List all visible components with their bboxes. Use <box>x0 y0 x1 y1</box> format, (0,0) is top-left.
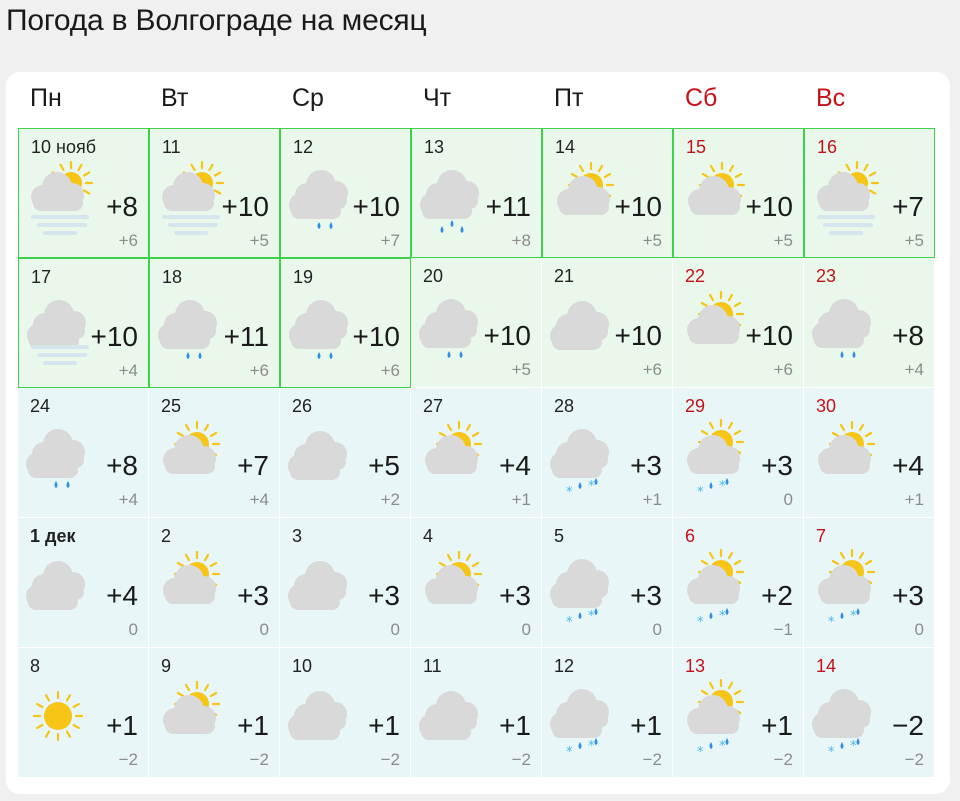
day-temperature: +5 <box>368 450 400 481</box>
day-date: 30 <box>816 396 837 416</box>
night-temperature: +8 <box>511 231 531 250</box>
day-date: 2 <box>161 526 172 546</box>
day-temperature: +3 <box>630 580 662 611</box>
svg-text:*: * <box>850 739 857 754</box>
day-cell[interactable] <box>18 518 149 648</box>
day-temperature: +3 <box>368 580 400 611</box>
partly-cloudy-icon <box>153 418 233 494</box>
day-cell[interactable] <box>411 518 542 648</box>
day-temperature: +11 <box>223 321 269 352</box>
day-temperature: +10 <box>90 321 138 352</box>
partly-cloudy-icon <box>415 418 495 494</box>
day-temperature: +8 <box>106 450 138 481</box>
night-temperature: 0 <box>128 620 138 639</box>
svg-text:*: * <box>697 745 704 758</box>
svg-text:*: * <box>828 745 835 758</box>
day-date: 18 <box>162 267 183 287</box>
day-temperature: +10 <box>352 191 400 222</box>
weekday-label: Вс <box>816 84 846 112</box>
day-temperature: +1 <box>368 710 400 741</box>
day-temperature: +11 <box>485 191 531 222</box>
partly-cloudy-icon <box>153 678 233 754</box>
partly-cloudy-sleet-icon <box>677 418 757 498</box>
page-title: Погода в Волгограде на месяц <box>6 4 427 37</box>
day-date: 23 <box>816 266 837 286</box>
day-temperature: +3 <box>630 450 662 481</box>
day-cell[interactable] <box>542 648 673 778</box>
svg-text:*: * <box>719 609 726 624</box>
night-temperature: 0 <box>783 490 793 509</box>
night-temperature: +5 <box>773 231 793 250</box>
cloudy-light-rain-icon <box>22 418 102 494</box>
weekday-label: Пт <box>554 84 584 112</box>
day-cell[interactable] <box>18 648 149 778</box>
day-cell[interactable] <box>542 518 673 648</box>
calendar-grid <box>18 128 936 781</box>
day-cell[interactable] <box>18 258 149 388</box>
day-date: 11 <box>423 656 442 676</box>
night-temperature: +7 <box>380 231 400 250</box>
svg-text:*: * <box>566 485 573 498</box>
weekday-label: Ср <box>292 84 324 112</box>
svg-text:*: * <box>566 745 573 758</box>
day-date: 10 <box>292 656 313 676</box>
svg-text:*: * <box>697 615 704 628</box>
day-cell[interactable] <box>673 128 804 258</box>
day-temperature: +10 <box>352 321 400 352</box>
partly-cloudy-fog-icon <box>23 159 103 235</box>
day-temperature: +4 <box>892 450 924 481</box>
cloudy-icon <box>22 548 102 624</box>
day-temperature: +1 <box>237 710 269 741</box>
night-temperature: +6 <box>773 360 793 379</box>
day-temperature: +10 <box>614 191 662 222</box>
day-temperature: +10 <box>221 191 269 222</box>
day-temperature: +10 <box>483 320 531 351</box>
day-date: 14 <box>555 137 576 157</box>
night-temperature: −2 <box>904 750 924 769</box>
night-temperature: +6 <box>642 360 662 379</box>
night-temperature: −2 <box>773 750 793 769</box>
svg-text:*: * <box>828 615 835 628</box>
night-temperature: +1 <box>511 490 531 509</box>
night-temperature: −2 <box>380 750 400 769</box>
svg-text:*: * <box>588 479 595 494</box>
day-temperature: +7 <box>892 191 924 222</box>
day-date: 1 дек <box>30 526 76 546</box>
cloudy-rain-icon <box>416 159 496 235</box>
svg-text:*: * <box>697 485 704 498</box>
night-temperature: +4 <box>249 490 269 509</box>
day-cell[interactable] <box>804 648 935 778</box>
svg-text:*: * <box>566 615 573 628</box>
day-date: 11 <box>162 137 181 157</box>
day-temperature: +1 <box>106 710 138 741</box>
night-temperature: +5 <box>511 360 531 379</box>
day-date: 20 <box>423 266 444 286</box>
weekday-label: Пн <box>30 84 62 112</box>
day-date: 25 <box>161 396 182 416</box>
partly-cloudy-sleet-icon <box>677 678 757 758</box>
day-temperature: +3 <box>237 580 269 611</box>
day-temperature: +1 <box>761 710 793 741</box>
day-cell[interactable] <box>18 388 149 518</box>
night-temperature: +4 <box>904 360 924 379</box>
day-cell[interactable] <box>411 648 542 778</box>
day-cell[interactable] <box>542 258 673 388</box>
svg-text:*: * <box>719 739 726 754</box>
day-date: 13 <box>685 656 706 676</box>
day-cell[interactable] <box>804 518 935 648</box>
day-date: 28 <box>554 396 575 416</box>
day-cell[interactable] <box>673 388 804 518</box>
day-temperature: +3 <box>761 450 793 481</box>
cloudy-sleet-icon <box>808 678 888 758</box>
day-date: 4 <box>423 526 434 546</box>
night-temperature: −1 <box>773 620 793 639</box>
night-temperature: 0 <box>390 620 400 639</box>
day-cell[interactable] <box>804 258 935 388</box>
partly-cloudy-icon <box>415 548 495 624</box>
partly-cloudy-fog-icon <box>809 159 889 235</box>
night-temperature: 0 <box>521 620 531 639</box>
svg-text:*: * <box>588 739 595 754</box>
day-date: 21 <box>554 266 575 286</box>
day-cell[interactable] <box>280 258 411 388</box>
day-cell[interactable] <box>673 258 804 388</box>
day-date: 12 <box>554 656 575 676</box>
weekday-label: Чт <box>423 84 452 112</box>
day-temperature: +3 <box>892 580 924 611</box>
day-date: 5 <box>554 526 565 546</box>
night-temperature: +5 <box>642 231 662 250</box>
night-temperature: +6 <box>118 231 138 250</box>
cloudy-icon <box>284 418 364 494</box>
day-cell[interactable] <box>149 258 280 388</box>
day-date: 12 <box>293 137 314 157</box>
partly-cloudy-sleet-icon <box>677 548 757 628</box>
day-cell[interactable] <box>149 388 280 518</box>
cloudy-sleet-icon <box>546 418 626 498</box>
day-temperature: +8 <box>106 191 138 222</box>
day-date: 3 <box>292 526 303 546</box>
night-temperature: 0 <box>914 620 924 639</box>
night-temperature: +5 <box>904 231 924 250</box>
cloudy-icon <box>284 678 364 754</box>
night-temperature: +1 <box>904 490 924 509</box>
day-temperature: +2 <box>761 580 793 611</box>
cloudy-icon <box>284 548 364 624</box>
day-temperature: +7 <box>237 450 269 481</box>
night-temperature: +1 <box>642 490 662 509</box>
day-date: 19 <box>293 267 314 287</box>
day-date: 17 <box>31 267 52 287</box>
day-cell[interactable] <box>280 518 411 648</box>
day-temperature: +1 <box>630 710 662 741</box>
day-cell[interactable] <box>411 388 542 518</box>
day-temperature: +10 <box>745 191 793 222</box>
day-cell[interactable] <box>149 518 280 648</box>
day-cell[interactable] <box>280 388 411 518</box>
day-temperature: +4 <box>499 450 531 481</box>
day-temperature: +1 <box>499 710 531 741</box>
cloudy-light-rain-icon <box>154 289 234 365</box>
weekday-label: Сб <box>685 84 718 112</box>
day-cell[interactable] <box>411 128 542 258</box>
cloudy-light-rain-icon <box>808 288 888 364</box>
svg-text:*: * <box>850 609 857 624</box>
night-temperature: +6 <box>249 361 269 380</box>
day-date: 27 <box>423 396 444 416</box>
day-cell[interactable] <box>411 258 542 388</box>
weekday-header <box>18 84 936 124</box>
night-temperature: +2 <box>380 490 400 509</box>
cloudy-sleet-icon <box>546 548 626 628</box>
day-temperature: +4 <box>106 580 138 611</box>
day-temperature: +10 <box>614 320 662 351</box>
day-cell[interactable] <box>673 648 804 778</box>
day-cell[interactable] <box>542 388 673 518</box>
day-date: 14 <box>816 656 837 676</box>
day-date: 10 нояб <box>31 137 97 157</box>
night-temperature: −2 <box>642 750 662 769</box>
night-temperature: +4 <box>118 361 138 380</box>
day-date: 29 <box>685 396 706 416</box>
day-cell[interactable] <box>280 648 411 778</box>
partly-cloudy-sleet-icon <box>808 548 888 628</box>
cloudy-sleet-icon <box>546 678 626 758</box>
day-date: 6 <box>685 526 696 546</box>
night-temperature: +4 <box>118 490 138 509</box>
day-temperature: +10 <box>745 320 793 351</box>
day-date: 26 <box>292 396 313 416</box>
day-cell[interactable] <box>804 128 935 258</box>
night-temperature: +5 <box>249 231 269 250</box>
day-date: 13 <box>424 137 445 157</box>
svg-text:*: * <box>588 609 595 624</box>
partly-cloudy-icon <box>808 418 888 494</box>
day-temperature: +8 <box>892 320 924 351</box>
weekday-label: Вт <box>161 84 189 112</box>
day-cell[interactable] <box>804 388 935 518</box>
sunny-icon <box>22 678 102 754</box>
day-cell[interactable] <box>149 128 280 258</box>
day-date: 24 <box>30 396 51 416</box>
night-temperature: −2 <box>249 750 269 769</box>
day-date: 15 <box>686 137 707 157</box>
day-cell[interactable] <box>542 128 673 258</box>
day-cell[interactable] <box>280 128 411 258</box>
night-temperature: −2 <box>511 750 531 769</box>
day-date: 8 <box>30 656 41 676</box>
night-temperature: −2 <box>118 750 138 769</box>
night-temperature: 0 <box>652 620 662 639</box>
day-temperature: +3 <box>499 580 531 611</box>
day-cell[interactable] <box>673 518 804 648</box>
day-cell[interactable] <box>149 648 280 778</box>
night-temperature: +6 <box>380 361 400 380</box>
svg-text:*: * <box>719 479 726 494</box>
day-temperature: −2 <box>892 710 924 741</box>
day-cell[interactable] <box>18 128 149 258</box>
day-date: 22 <box>685 266 706 286</box>
partly-cloudy-icon <box>153 548 233 624</box>
day-date: 9 <box>161 656 172 676</box>
day-date: 7 <box>816 526 827 546</box>
night-temperature: 0 <box>259 620 269 639</box>
day-date: 16 <box>817 137 838 157</box>
cloudy-icon <box>415 678 495 754</box>
